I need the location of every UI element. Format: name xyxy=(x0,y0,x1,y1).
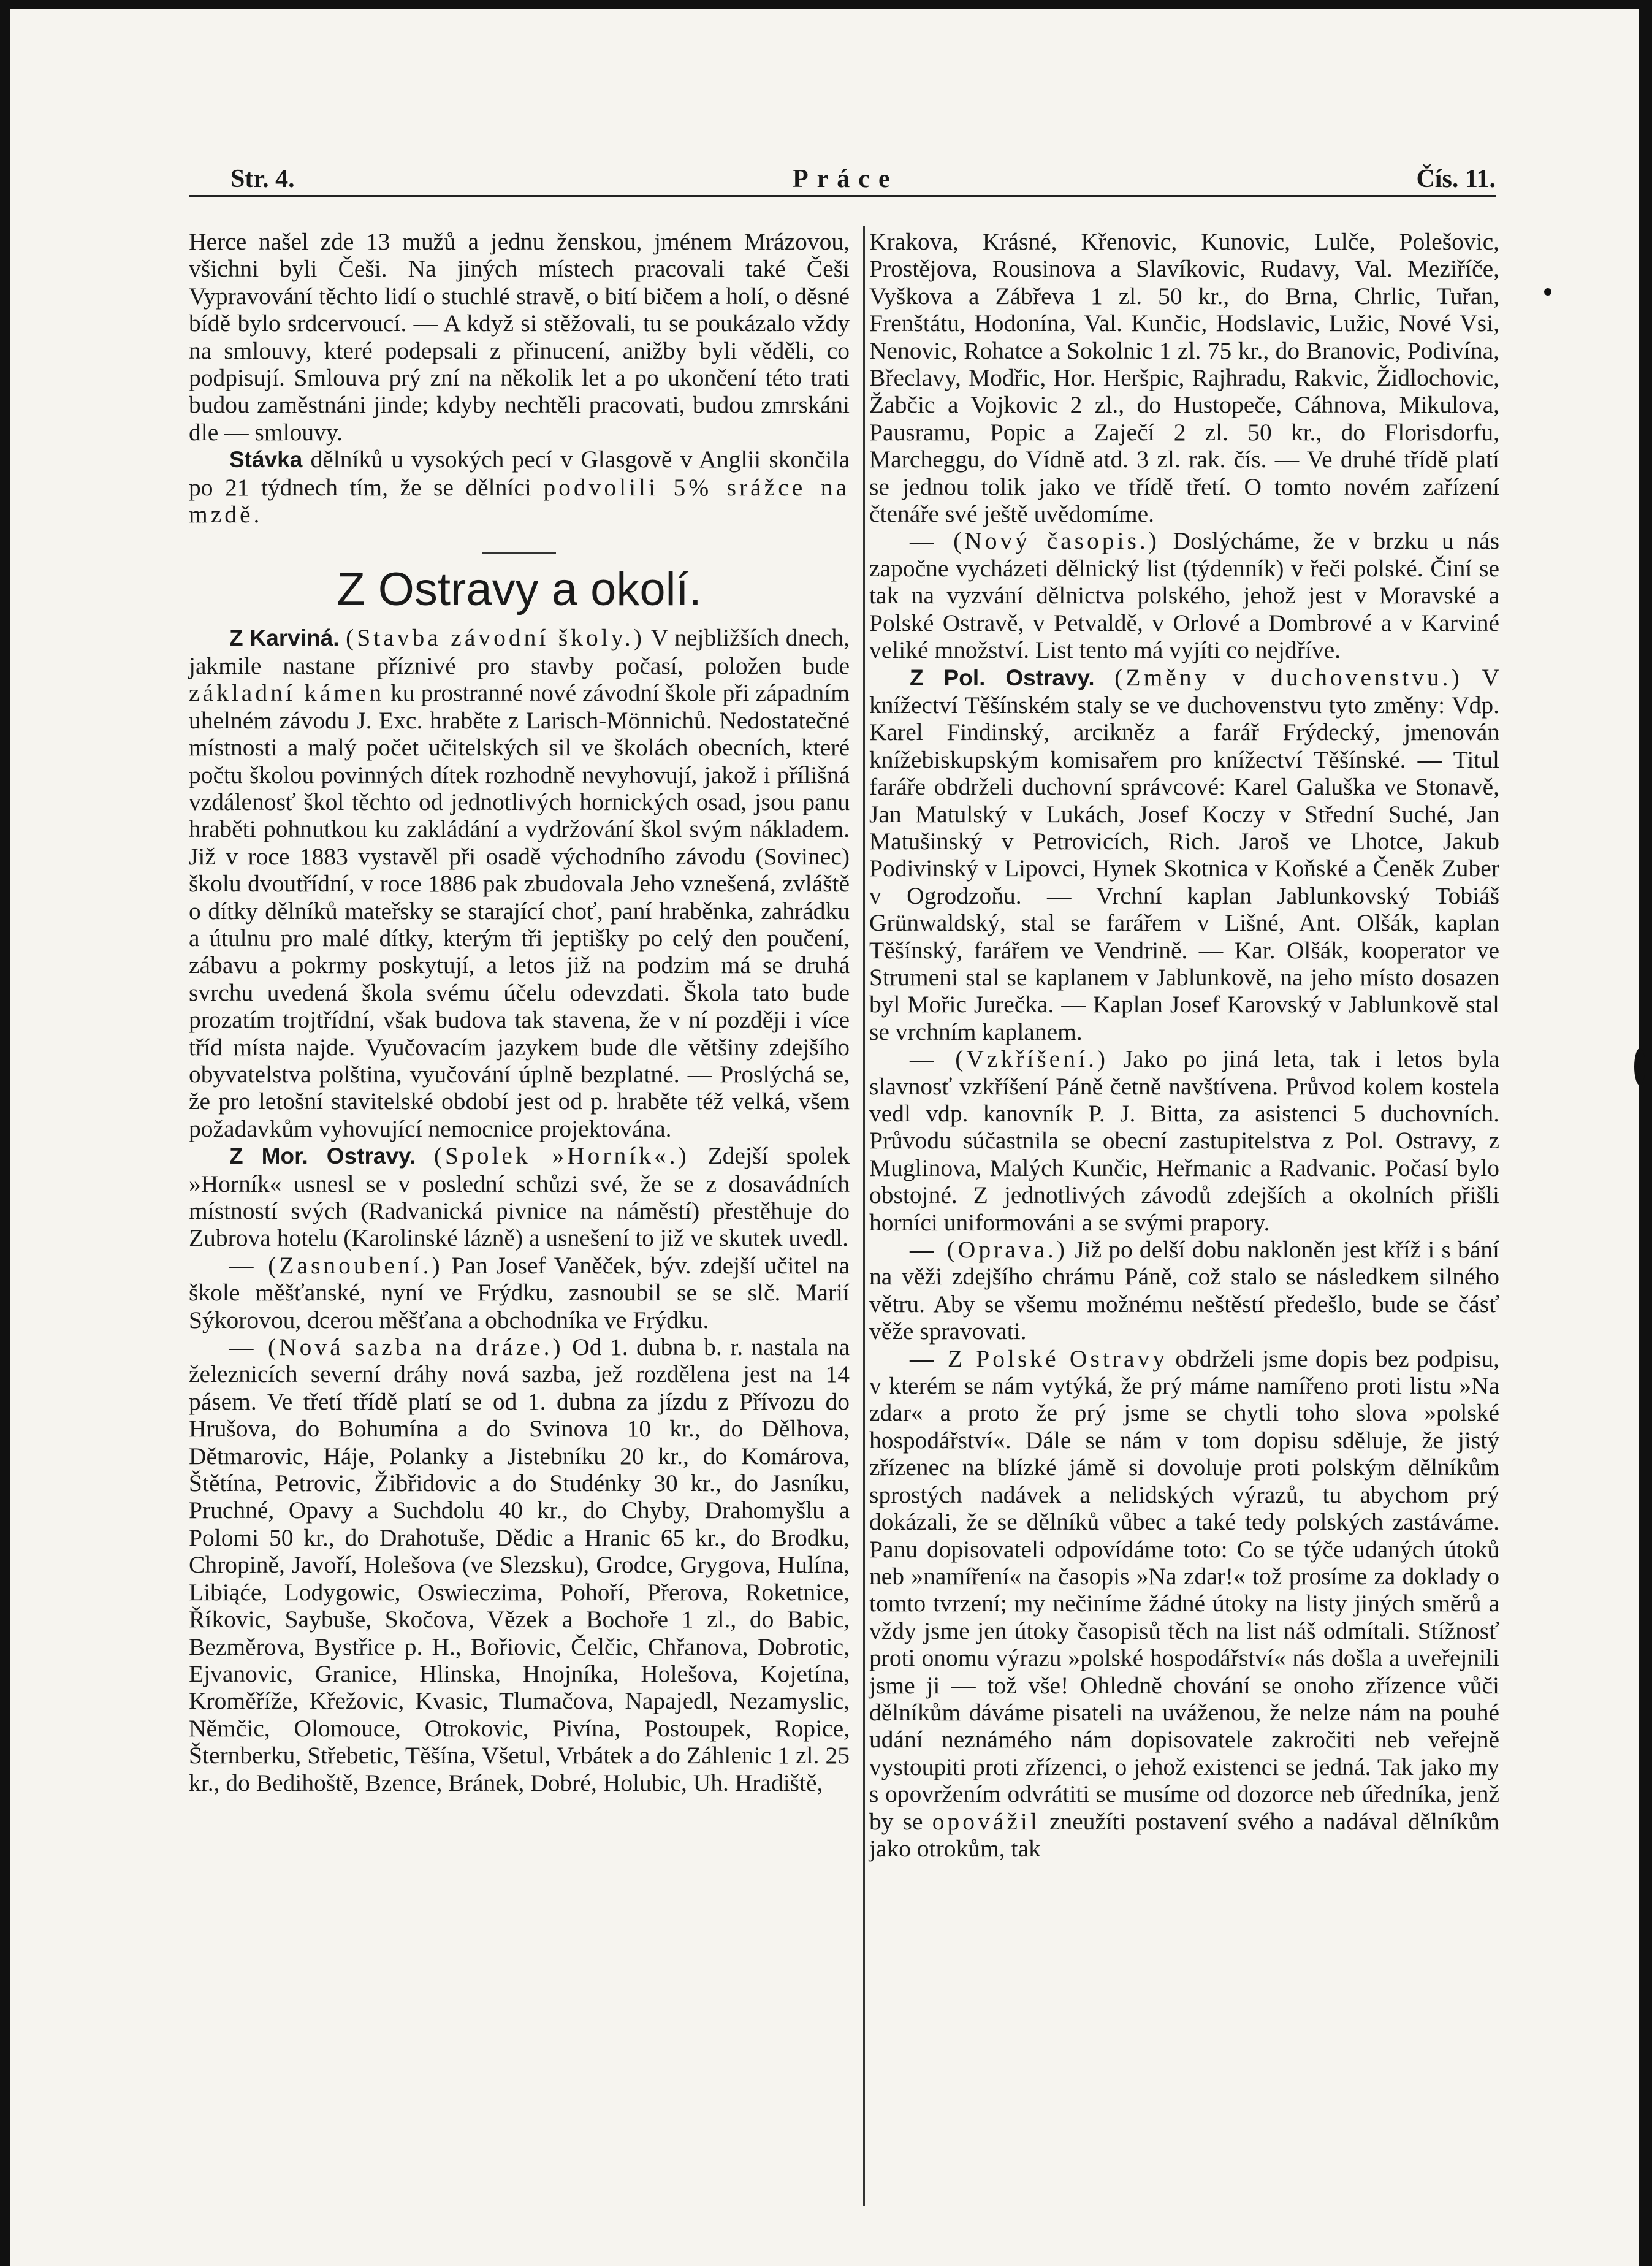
scan-border-right xyxy=(1639,0,1652,2266)
karvina-topic: (Stavba závodní školy.) xyxy=(346,624,645,652)
res-text: Jako po jiná leta, tak i letos byla slavnosť vzkříšení Páně četně navštívena. Průvod kolem kostela vedl vdp. kanovník P. J. Bitta, za asistenci 5 duchovních. Průvodu súčastnila se obecní zastupitelstva z Pol. Ostravy, z Muglinova, Malých Kunčic, Heřmanic a Radvanic. Počasí bylo obstojné. Z jednotlivých závodů zdejších a okolních přišli horníci uniformováni a se svými prapory. xyxy=(869,1045,1499,1236)
letter-spaced: opovážil xyxy=(932,1807,1040,1835)
strike-spaced: podvolili 5% srážce na mzdě. xyxy=(189,473,850,528)
issue-number: Čís. 11. xyxy=(1416,165,1496,193)
new-paper-article xyxy=(869,527,1499,663)
paper-text: Doslýcháme, že v brzku u nás započne vycházeti dělnický list (týdenník) v řeči polské. Činí se tak na vyzvání dělnictva polského, jehož jest v Moravské a Polské Ostravě, v Petvaldě, v Orlové a Dombrové a v Karviné veliké množství. List tento má vyjíti co nejdříve. xyxy=(869,527,1499,664)
mor-ostrava-article xyxy=(189,1142,850,1252)
letter-topic: — Z Polské Ostravy xyxy=(910,1345,1168,1372)
rail-topic: — (Nová sazba na dráze.) xyxy=(229,1333,564,1361)
pol-lead: Z Pol. Ostravy. xyxy=(910,665,1095,690)
left-column xyxy=(189,228,850,1796)
repair-topic: — (Oprava.) xyxy=(910,1236,1068,1264)
letter-end: zneužíti postavení svého a nadával dělníkům jako otrokům, tak xyxy=(869,1807,1500,1862)
strike-text: dělníků u vysokých pecí v Glasgově v Anglii skončila po 21 týdnech tím, že se dělníci xyxy=(189,446,850,501)
karvina-spaced: základní kámen xyxy=(189,679,385,707)
repair-text: Již po delší dobu nakloněn jest kříž i s bání na věži zdejšího chrámu Páně, což stalo se následkem silného větru. Aby se všemu možnému neštěstí předešlo, bude se čásť věže spravovati. xyxy=(869,1236,1499,1345)
mor-lead: Z Mor. Ostravy. xyxy=(229,1143,416,1169)
engagement-article xyxy=(189,1252,850,1333)
letter-article xyxy=(869,1345,1499,1863)
repair-article xyxy=(869,1236,1499,1345)
resurrection-article xyxy=(869,1045,1499,1236)
strike-lead: Stávka xyxy=(229,447,303,473)
strike-news xyxy=(189,446,850,528)
page-header xyxy=(189,164,1496,197)
ink-blot xyxy=(1634,1048,1645,1085)
scan-border-left xyxy=(0,0,10,2266)
page-number: Str. 4. xyxy=(230,165,295,193)
karvina-article xyxy=(189,624,850,1142)
mor-topic: (Spolek »Horník«.) xyxy=(433,1142,690,1170)
ink-dot xyxy=(1544,288,1551,296)
engage-text: Pan Josef Vaněček, býv. zdejší učitel na škole měšťanské, nyní ve Frýdku, zasnoubil se se slč. Marií Sýkorovou, dcerou měšťana a obchodníka ve Frýdku. xyxy=(189,1251,850,1333)
column-divider xyxy=(863,226,865,2206)
karvina-lead: Z Karviná. xyxy=(229,625,340,651)
paper-topic: — (Nový časopis.) xyxy=(910,527,1160,555)
res-topic: — (Vzkříšení.) xyxy=(910,1045,1109,1073)
pol-topic: (Změny v duchovenstvu.) xyxy=(1114,663,1463,691)
letter-text: obdrželi jsme dopis bez podpisu, v kterém se nám vytýká, že prý máme namířeno proti listu »Na zdar« a proto že prý jsme se chytli toho slova »polské hospodářství«. Dále se nám v tom dopisu sděluje, že jistý zřízenec na blízké jámě si dovoluje proti polským dělníkům sprostých nadávek a nelidských výrazů, tu abychom prý dokázali, že se dělníků vůbec a také tedy polských zastáváme. Panu dopisovateli odpovídáme toto: Co se týče udaných útoků neb »namíření« na časopis »Na zdar!« tož prosíme za doklady o tomto tvrzení; my nečiníme žádné útoky na listy jiných směrů a vždy jsme jen útoky časopisů těch na list náš odmítali. Stížnosť proti onomu výrazu »polské hospodářství« nás došla a uveřejnili jsme ji — tož vše! Ohledně chování se onoho zřízence vůči dělníkům dáváme pisateli na uváženou, že nelze nám na pouhé udání neznámého nám dopisovatele zakročiti neb veřejně vystoupiti proti zřízenci, o jehož existenci se jedná. Tak jako my s opovržením odvrátiti se musíme od dozorce neb úředníka, jenž by se xyxy=(869,1345,1500,1835)
newspaper-title: Práce xyxy=(793,165,899,193)
section-title: Z Ostravy a okolí. xyxy=(337,563,702,616)
section-divider xyxy=(482,552,556,554)
right-column xyxy=(869,228,1499,1862)
rail-tariff-continuation: Krakova, Krásné, Křenovic, Kunovic, Lulče, Polešovic, Prostějova, Rousinova a Slavíkovic, Rudavy, Val. Meziříče, Vyškova a Zábřeva 1 zl. 50 kr., do Brna, Chrlic, Tuřan, Frenštátu, Hodonína, Val. Kunčic, Hodslavic, Lužic, Nové Vsi, Nenovic, Rohatce a Sokolnic 1 zl. 75 kr., do Branovic, Podivína, Břeclavy, Modřic, Hor. Heršpic, Rajhradu, Rakvic, Židlochovic, Žabčic a Vojkovic 2 zl., do Hustopeče, Cáhnova, Mikulova, Pausramu, Popic a Zaječí 2 zl. 50 kr., do Florisdorfu, Marcheggu, do Vídně atd. 3 zl. rak. čís. — Ve druhé třídě platí se jednou tolik jako ve třídě třetí. O tomto novém zařízení čtenáře své ještě uvědomíme. xyxy=(869,228,1499,528)
engage-topic: — (Zasnoubení.) xyxy=(229,1251,443,1279)
scan-border-top xyxy=(0,0,1652,9)
pol-text: V knížectví Těšínském staly se ve duchovenstvu tyto změny: Vdp. Karel Findinský, arcikněz a farář Frýdecký, jmenován knížebiskupským komisařem pro knížectví Těšínské. — Titul faráře obdrželi duchovní správcové: Karel Galuška ve Stonavě, Jan Matulský v Lukách, Josef Koczy v Střední Suché, Jan Matušinský v Petrovicích, Rich. Jaroš ve Lhotce, Jakub Podivinský v Lipovci, Hynek Skotnica v Koňské a Čeněk Zuber v Ogrodzoňu. — Vrchní kaplan Jablunkovský Tobiáš Grünwaldský, stal se farářem v Lišné, Ant. Olšák, kaplan Těšínský, farářem ve Vendrině. — Kar. Olšák, kooperator ve Strumeni stal se kaplanem v Jablunkově, na jeho místo dosazen byl Mořic Jurečka. — Kaplan Josef Karovský v Jablunkově stal se vrchním kaplanem. xyxy=(869,663,1499,1045)
karvina-text-1: V nejbližších dnech, jakmile nastane příznivé pro stavby počasí, položen bude xyxy=(189,624,850,679)
karvina-text-2: ku prostranné nové závodní škole při západním uhelném závodu J. Exc. hraběte z Larisch-Mönnichů. Nedostatečné místnosti a malý počet učitelských sil ve školách obecních, které počtu školou povinných dítek rozhodně nevyhovují, jakož i přílišná vzdálenosť škol těchto od jednotlivých hornických osad, jsou panu hraběti pohnutkou ku zakládání a vydržování škol svým nákladem. Již v roce 1883 vystavěl při osadě východního závodu (Sovinec) školu dvoutřídní, v roce 1886 pak zbudovala Jeho vznešená, zvláště o dítky dělníků mateřsky se starající choť, paní hraběnka, zahrádku a útulnu pro malé dítky, kterým tři jeptišky po celý den poučení, zábavu a pokrmy poskytují, a letos již na podzim má se druhá svrchu uvedená škola svému účelu odevzdati. Škola tato bude prozatím trojtřídní, však budova tak stavena, že v ní později i více tříd místa najde. Vyučovacím jazykem bude dle většiny zdejšího obyvatelstva polština, vyučování úplně bezplatné. — Proslýchá se, že pro letošní stavitelské období jest od p. hraběte též velká, všem požadavkům vyhovující nemocnice projektována. xyxy=(189,679,850,1142)
rail-tariff-article xyxy=(189,1333,850,1796)
mor-text: Zdejší spolek »Horník« usnesl se v poslední schůzi své, že se z dosavádních místností svých (Radvanická pivnice na náměstí) přestěhuje do Zubrova hotelu (Karolinské lázně) a usnešení to již ve skutek uvedl. xyxy=(189,1142,850,1252)
pol-ostrava-article xyxy=(869,664,1499,1046)
rail-text: Od 1. dubna b. r. nastala na železnicích severní dráhy nová sazba, jež rozdělena jest na 14 pásem. Ve třetí třídě platí se od 1. dubna za jízdu z Přívozu do Hrušova, do Bohumína a do Svinova 10 kr., do Dělhova, Dětmarovic, Háje, Polanky a Jistebníku 20 kr., do Komárova, Štětína, Petrovic, Žibřidovic a do Studénky 30 kr., do Jasníku, Pruchné, Opavy a Suchdolu 40 kr., do Chyby, Drahomyšlu a Polomi 50 kr., do Drahotuše, Dědic a Hranic 65 kr., do Brodku, Chropině, Javoří, Holešova (ve Slezsku), Grodce, Grygova, Hulína, Libiąće, Lodygowic, Oswieczima, Pohoří, Přerova, Roketnice, Říkovic, Saybuše, Skočova, Vězek a Bochoře 1 zl., do Babic, Bezměrova, Bystřice p. H., Bořiovic, Čelčic, Chřanova, Dobrotic, Ejvanovic, Granice, Hlinska, Hnojníka, Holešova, Kojetína, Kroměříže, Křežovic, Kvasic, Tlumačova, Napajedl, Nezamyslic, Němčic, Olomouce, Otrokovic, Pivína, Postoupek, Ropice, Šternberku, Střebetic, Těšína, Všetul, Vrbátek a do Záhlenic 1 zl. 25 kr., do Bedihoště, Bzence, Bránek, Dobré, Holubic, Uh. Hradiště, xyxy=(189,1333,850,1796)
article-continuation: Herce našel zde 13 mužů a jednu ženskou, jménem Mrázovou, všichni byli Češi. Na jiných místech pracovali také Češi Vypravování těchto lidí o stuchlé stravě, o bití bičem a holí, o děsné bídě bylo srdcervoucí. — A když si stěžovali, tu se poukázalo vždy na smlouvy, které podepsali z přinucení, anižby byli věděli, co podpisují. Smlouva prý zní na několik let a po ukončení této trati budou zaměstnáni jinde; kdyby nechtěli pracovati, budou zmrskáni dle — smlouvy. xyxy=(189,228,850,446)
